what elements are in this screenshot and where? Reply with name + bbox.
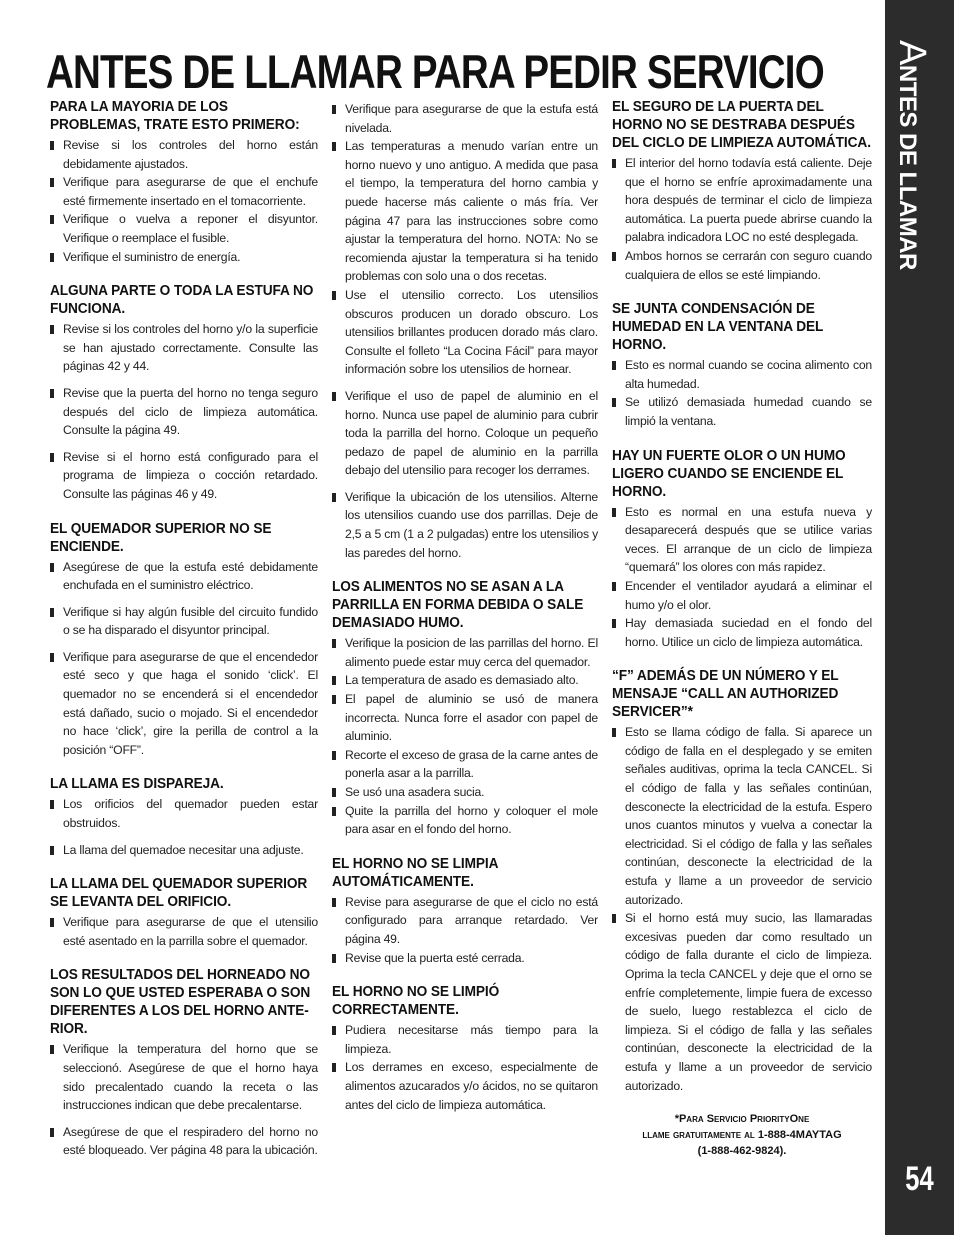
list-item [332, 387, 598, 480]
list-item-text: Se usó una asadera sucia. [345, 785, 485, 799]
list-item-text: Esto es normal cuando se cocina alimento con alta humedad. [625, 358, 872, 391]
bullet-list [50, 558, 318, 760]
section [332, 983, 598, 1114]
bullet-marker-icon [332, 695, 336, 704]
section-heading: EL HORNO NO SE LIMPIA AUTOMÁTICAMENTE. [332, 855, 498, 890]
list-item [332, 746, 598, 783]
bullet-list [332, 634, 598, 839]
bullet-marker-icon [50, 389, 54, 398]
section-heading: EL SEGURO DE LA PUERTA DEL HORNO NO SE DESTRABA DESPUÉS DEL CICLO DE LIMPIEZA AUTOMÁTICA. [612, 99, 871, 151]
section-heading: “F” ADEMÁS DE UN NÚMERO Y EL MENSAJE “CALL AN AUTHORIZED SERVICER”* [612, 668, 839, 721]
list-item-text: El interior del horno todavía está caliente. Deje que el horno se enfríe aproximadamente una hora después de terminar el ciclo de limpieza automática. La puerta puede abrirse cuando la palabra indicadora LOC no esté desplegada. [625, 156, 872, 245]
page-title: ANTES DE LLAMAR PARA PEDIR SERVICIO [46, 45, 824, 98]
list-item [612, 154, 872, 247]
list-item [50, 210, 318, 247]
list-item [612, 723, 872, 909]
section [332, 578, 598, 839]
list-item-text: Si el horno está muy sucio, las llamaradas excesivas pueden dar como resultado un código de falla durante el ciclo de limpieza. Oprima la tecla CANCEL y deje que el orno se enfríe completemente, limpie fuera de excesso de suelo, luego restablezca el ciclo de limpieza. Si el código de falla y las señales continúan, desconecte la electricidad de la estufa y llame a un proveedor de servicio autorizado. [625, 911, 872, 1093]
bullet-marker-icon [50, 178, 54, 187]
list-item-text: Encender el ventilador ayudará a eliminar el humo y/o el olor. [625, 578, 872, 612]
bullet-marker-icon [50, 1045, 54, 1054]
list-item-text: Verifique o vuelva a reponer el disyuntor. Verifique o reemplace el fusible. [63, 212, 318, 245]
list-item-text: Verifique para asegurarse de que la estufa está nivelada. [345, 102, 598, 135]
list-item-text: Esto es normal en una estufa nueva y desaparecerá después que se utilice varias veces. El arranque de un ciclo de limpieza “quemará” los olores con más rapidez. [625, 504, 872, 575]
list-item [612, 356, 872, 393]
bullet-list [50, 136, 318, 266]
list-item-text: Verifique la temperatura del horno que se seleccionó. Asegúrese de que el horno haya sido precalentado cuando la receta o las instrucciones indican que debe precalentarse. [63, 1042, 318, 1113]
bullet-list [50, 1040, 318, 1160]
section-heading: PARA LA MAYORIA DE LOS PROBLEMAS, TRATE ESTO PRIMERO: [50, 99, 300, 133]
bullet-list [332, 1021, 598, 1114]
bullet-marker-icon [332, 1026, 336, 1035]
list-item-text: Revise si el horno está configurado para el programa de limpieza o cocción retardado. Consulte las páginas 46 y 49. [63, 449, 318, 501]
sidebar-title-initial: A [891, 40, 933, 65]
bullet-marker-icon [332, 676, 336, 685]
bullet-list [332, 100, 598, 562]
list-item-text: Verifique la ubicación de los utensilios. Alterne los utensilios cuando use dos parrillas. Deje de 2,5 a 5 cm (1 a 2 pulgadas) entre los utensilios y las paredes del horno. [345, 489, 598, 560]
list-item-text: Recorte el exceso de grasa de la carne antes de ponerla asar a la parrilla. [345, 747, 598, 781]
bullet-marker-icon [612, 159, 616, 168]
list-item-text: Los derrames en exceso, especialmente de alimentos azucarados y/o ácidos, no se quitaron antes del ciclo de limpieza automática. [345, 1060, 598, 1112]
list-item [332, 802, 598, 839]
sidebar-title [890, 40, 933, 270]
list-item-text: Verifique la posicion de las parrillas del horno. El alimento puede estar muy cerca del quemador. [345, 636, 598, 669]
list-item-text: Pudiera necesitarse más tiempo para la limpieza. [345, 1023, 598, 1056]
section-heading: ALGUNA PARTE O TODA LA ESTUFA NO FUNCIONA. [50, 283, 314, 318]
list-item [612, 577, 872, 614]
list-item-text: La llama del quemadoe necesitar una adjuste. [63, 842, 304, 857]
section [50, 966, 318, 1160]
list-item-text: Verifique el suministro de energía. [63, 249, 241, 264]
list-item [332, 634, 598, 671]
list-item-text: Los orificios del quemador pueden estar obstruidos. [63, 797, 318, 831]
bullet-marker-icon [50, 141, 54, 150]
bullet-marker-icon [50, 846, 54, 855]
section-heading: LA LLAMA DEL QUEMADOR SUPERIOR SE LEVANTA DEL ORIFICIO. [50, 876, 308, 911]
list-item [50, 841, 318, 860]
list-item [50, 913, 318, 950]
bullet-marker-icon [332, 898, 336, 907]
list-item [332, 286, 598, 379]
section [50, 98, 318, 266]
bullet-marker-icon [50, 608, 54, 617]
footnote-prefix: llame gratuitamente al [642, 1129, 755, 1142]
section-heading: EL QUEMADOR SUPERIOR NO SE ENCIENDE. [50, 520, 272, 555]
footnote-line-2 [612, 1127, 872, 1143]
list-item [50, 448, 318, 504]
bullet-marker-icon [50, 918, 54, 927]
bullet-marker-icon [50, 1128, 54, 1137]
list-item-text: Verifique el uso de papel de aluminio en el horno. Nunca use papel de aluminio para cubrir toda la parrilla del horno. Coloque un pequeño pedazo de papel de aluminio en la parrilla debajo del utensilio para recoger los derrames. [345, 388, 598, 478]
bullet-marker-icon [50, 325, 54, 334]
bullet-marker-icon [332, 392, 336, 401]
bullet-marker-icon [332, 788, 336, 797]
list-item [332, 488, 598, 562]
list-item [332, 137, 598, 286]
section [612, 667, 872, 1095]
section-heading: HAY UN FUERTE OLOR O UN HUMO LIGERO CUANDO SE ENCIENDE EL HORNO. [612, 447, 846, 500]
list-item [332, 783, 598, 802]
bullet-list [50, 795, 318, 859]
bullet-marker-icon [50, 563, 54, 572]
list-item-text: Verifique si hay algún fusible del circuito fundido o se ha disparado el disyuntor principal. [63, 604, 318, 638]
list-item [332, 949, 598, 968]
sidebar-tab [885, 0, 954, 1235]
list-item [50, 320, 318, 376]
list-item [50, 558, 318, 595]
bullet-marker-icon [612, 361, 616, 370]
list-item [612, 503, 872, 577]
sidebar-title-rest: NTES DE LLAMAR [894, 64, 921, 270]
list-item [332, 893, 598, 949]
bullet-list [612, 154, 872, 284]
bullet-marker-icon [612, 582, 616, 591]
page-number: 54 [905, 1160, 934, 1198]
section [332, 100, 598, 562]
bullet-marker-icon [50, 215, 54, 224]
section [50, 282, 318, 503]
bullet-marker-icon [332, 142, 336, 151]
bullet-marker-icon [332, 105, 336, 114]
list-item [612, 247, 872, 284]
list-item [332, 1058, 598, 1114]
list-item-text: El papel de aluminio se usó de manera incorrecta. Nunca forre el asador con papel de aluminio. [345, 692, 598, 744]
bullet-marker-icon [332, 639, 336, 648]
bullet-marker-icon [332, 291, 336, 300]
list-item [50, 648, 318, 760]
bullet-marker-icon [612, 398, 616, 407]
list-item-text: Revise que la puerta del horno no tenga seguro después del ciclo de limpieza automática. Consulte la página 49. [63, 385, 318, 438]
list-item [332, 100, 598, 137]
list-item [50, 384, 318, 440]
bullet-marker-icon [612, 728, 616, 737]
section-heading: SE JUNTA CONDENSACIÓN DE HUMEDAD EN LA VENTANA DEL HORNO. [612, 301, 824, 354]
list-item [50, 173, 318, 210]
list-item [50, 1040, 318, 1114]
list-item-text: Ambos hornos se cerrarán con seguro cuando cualquiera de ellos se esté limpiando. [625, 248, 872, 282]
bullet-marker-icon [50, 800, 54, 809]
bullet-marker-icon [332, 954, 336, 963]
list-item [50, 248, 318, 267]
list-item-text: Asegúrese de que la estufa esté debidamente enchufada en el suministro eléctrico. [63, 559, 318, 593]
list-item-text: Las temperaturas a menudo varían entre un horno nuevo y uno antiguo. A medida que pasa el tiempo, la temperatura del horno cambia y puede hacerse más caliente o más fría. Ver página 47 para las instrucciones sobre como ajustar la temperatura del horno. NOTA: No se recomienda ajustar la temperatura si ha tenido problemas con solo una o dos recetas. [345, 139, 598, 284]
list-item-text: Verifique para asegurarse de que el enchufe esté firmemente insertado en el tomacorriente. [63, 175, 318, 208]
list-item-text: Use el utensilio correcto. Los utensilios obscuros producen un dorado obscuro. Los utensilios brillantes producen dorado más claro. Consulte el folleto “La Cocina Fácil” para mayor información sobre los utensilios de hornear. [345, 287, 598, 377]
section-heading: LOS RESULTADOS DEL HORNEADO NO SON LO QUE USTED ESPERABA O SON DIFERENTES A LOS DEL HORNO ANTE-RIOR. [50, 967, 311, 1038]
section [50, 775, 318, 859]
section-heading: LA LLAMA ES DISPAREJA. [50, 776, 224, 793]
list-item [332, 671, 598, 690]
section [612, 98, 872, 284]
section-heading: EL HORNO NO SE LIMPIÓ CORRECTAMENTE. [332, 984, 500, 1019]
list-item-text: Quite la parrilla del horno y coloquer el mole para asar en el fondo del horno. [345, 803, 598, 837]
list-item-text: Esto se llama código de falla. Si aparece un código de falla en el desplegado y se emiten señales auditivas, oprima la tecla CANCEL. Si el código de falla y las señales continúan, desconecte la electricidad de la estufa. Espero unos cuantos minutos y vuelva a conectar la electricidad. Si el código de falla y las señales continúan, desconecte la electricidad de la estufa y llame a un proveedor de servicio autorizado. [625, 725, 872, 907]
section [50, 875, 318, 950]
list-item-text: Revise para asegurarse de que el ciclo no está configurado para arranque retardado. Ver página 49. [345, 894, 598, 946]
bullet-marker-icon [332, 493, 336, 502]
list-item [50, 795, 318, 832]
bullet-list [50, 320, 318, 503]
list-item-text: Revise si los controles del horno están debidamente ajustados. [63, 138, 318, 171]
bullet-marker-icon [50, 653, 54, 662]
list-item [50, 603, 318, 640]
phone-number: 1-888-4MAYTAG [757, 1129, 842, 1142]
column-3 [612, 98, 872, 1159]
section [612, 300, 872, 430]
column-2 [332, 98, 598, 1130]
bullet-list [332, 893, 598, 967]
bullet-marker-icon [332, 751, 336, 760]
bullet-marker-icon [332, 807, 336, 816]
phone-digits: (1-888-462-9824). [697, 1145, 787, 1158]
list-item [332, 690, 598, 746]
bullet-list [50, 913, 318, 950]
list-item [612, 909, 872, 1095]
section [50, 520, 318, 760]
bullet-marker-icon [612, 619, 616, 628]
bullet-marker-icon [50, 453, 54, 462]
bullet-marker-icon [612, 914, 616, 923]
list-item-text: Verifique para asegurarse de que el utensilio esté asentado en la parrilla sobre el quemador. [63, 915, 318, 948]
list-item-text: Verifique para asegurarse de que el encendedor esté seco y que haga el sonido ‘click’. El quemador no se encenderá si el encendedor está dañado, sucio o mojado. Si el encendedor no hace ‘click’, gire la perilla de control a la posición “OFF”. [63, 649, 318, 757]
list-item [332, 1021, 598, 1058]
list-item [50, 1123, 318, 1160]
list-item-text: La temperatura de asado es demasiado alto. [345, 673, 579, 688]
column-1 [50, 98, 318, 1176]
list-item-text: Asegúrese de que el respiradero del horno no esté bloqueado. Ver página 48 para la ubicación. [63, 1124, 318, 1158]
bullet-marker-icon [612, 508, 616, 517]
list-item [612, 614, 872, 651]
list-item-text: Revise si los controles del horno y/o la superficie se han ajustado correctamente. Consulte las páginas 42 y 44. [63, 322, 318, 374]
bullet-marker-icon [612, 252, 616, 261]
footnote-line-1: *Para Servicio PriorityOne [674, 1113, 810, 1126]
service-footnote [612, 1111, 872, 1159]
list-item [50, 136, 318, 173]
bullet-list [612, 723, 872, 1095]
list-item-text: Revise que la puerta esté cerrada. [345, 950, 525, 965]
section-heading: LOS ALIMENTOS NO SE ASAN A LA PARRILLA EN FORMA DEBIDA O SALE DEMASIADO HUMO. [332, 579, 584, 632]
section [332, 855, 598, 967]
list-item [612, 393, 872, 430]
list-item-text: Hay demasiada suciedad en el fondo del horno. Utilice un ciclo de limpieza automática. [625, 616, 872, 649]
list-item-text: Se utilizó demasiada humedad cuando se limpió la ventana. [625, 395, 872, 428]
bullet-list [612, 356, 872, 430]
bullet-marker-icon [332, 1063, 336, 1072]
bullet-list [612, 503, 872, 652]
bullet-marker-icon [50, 253, 54, 262]
section [612, 447, 872, 652]
